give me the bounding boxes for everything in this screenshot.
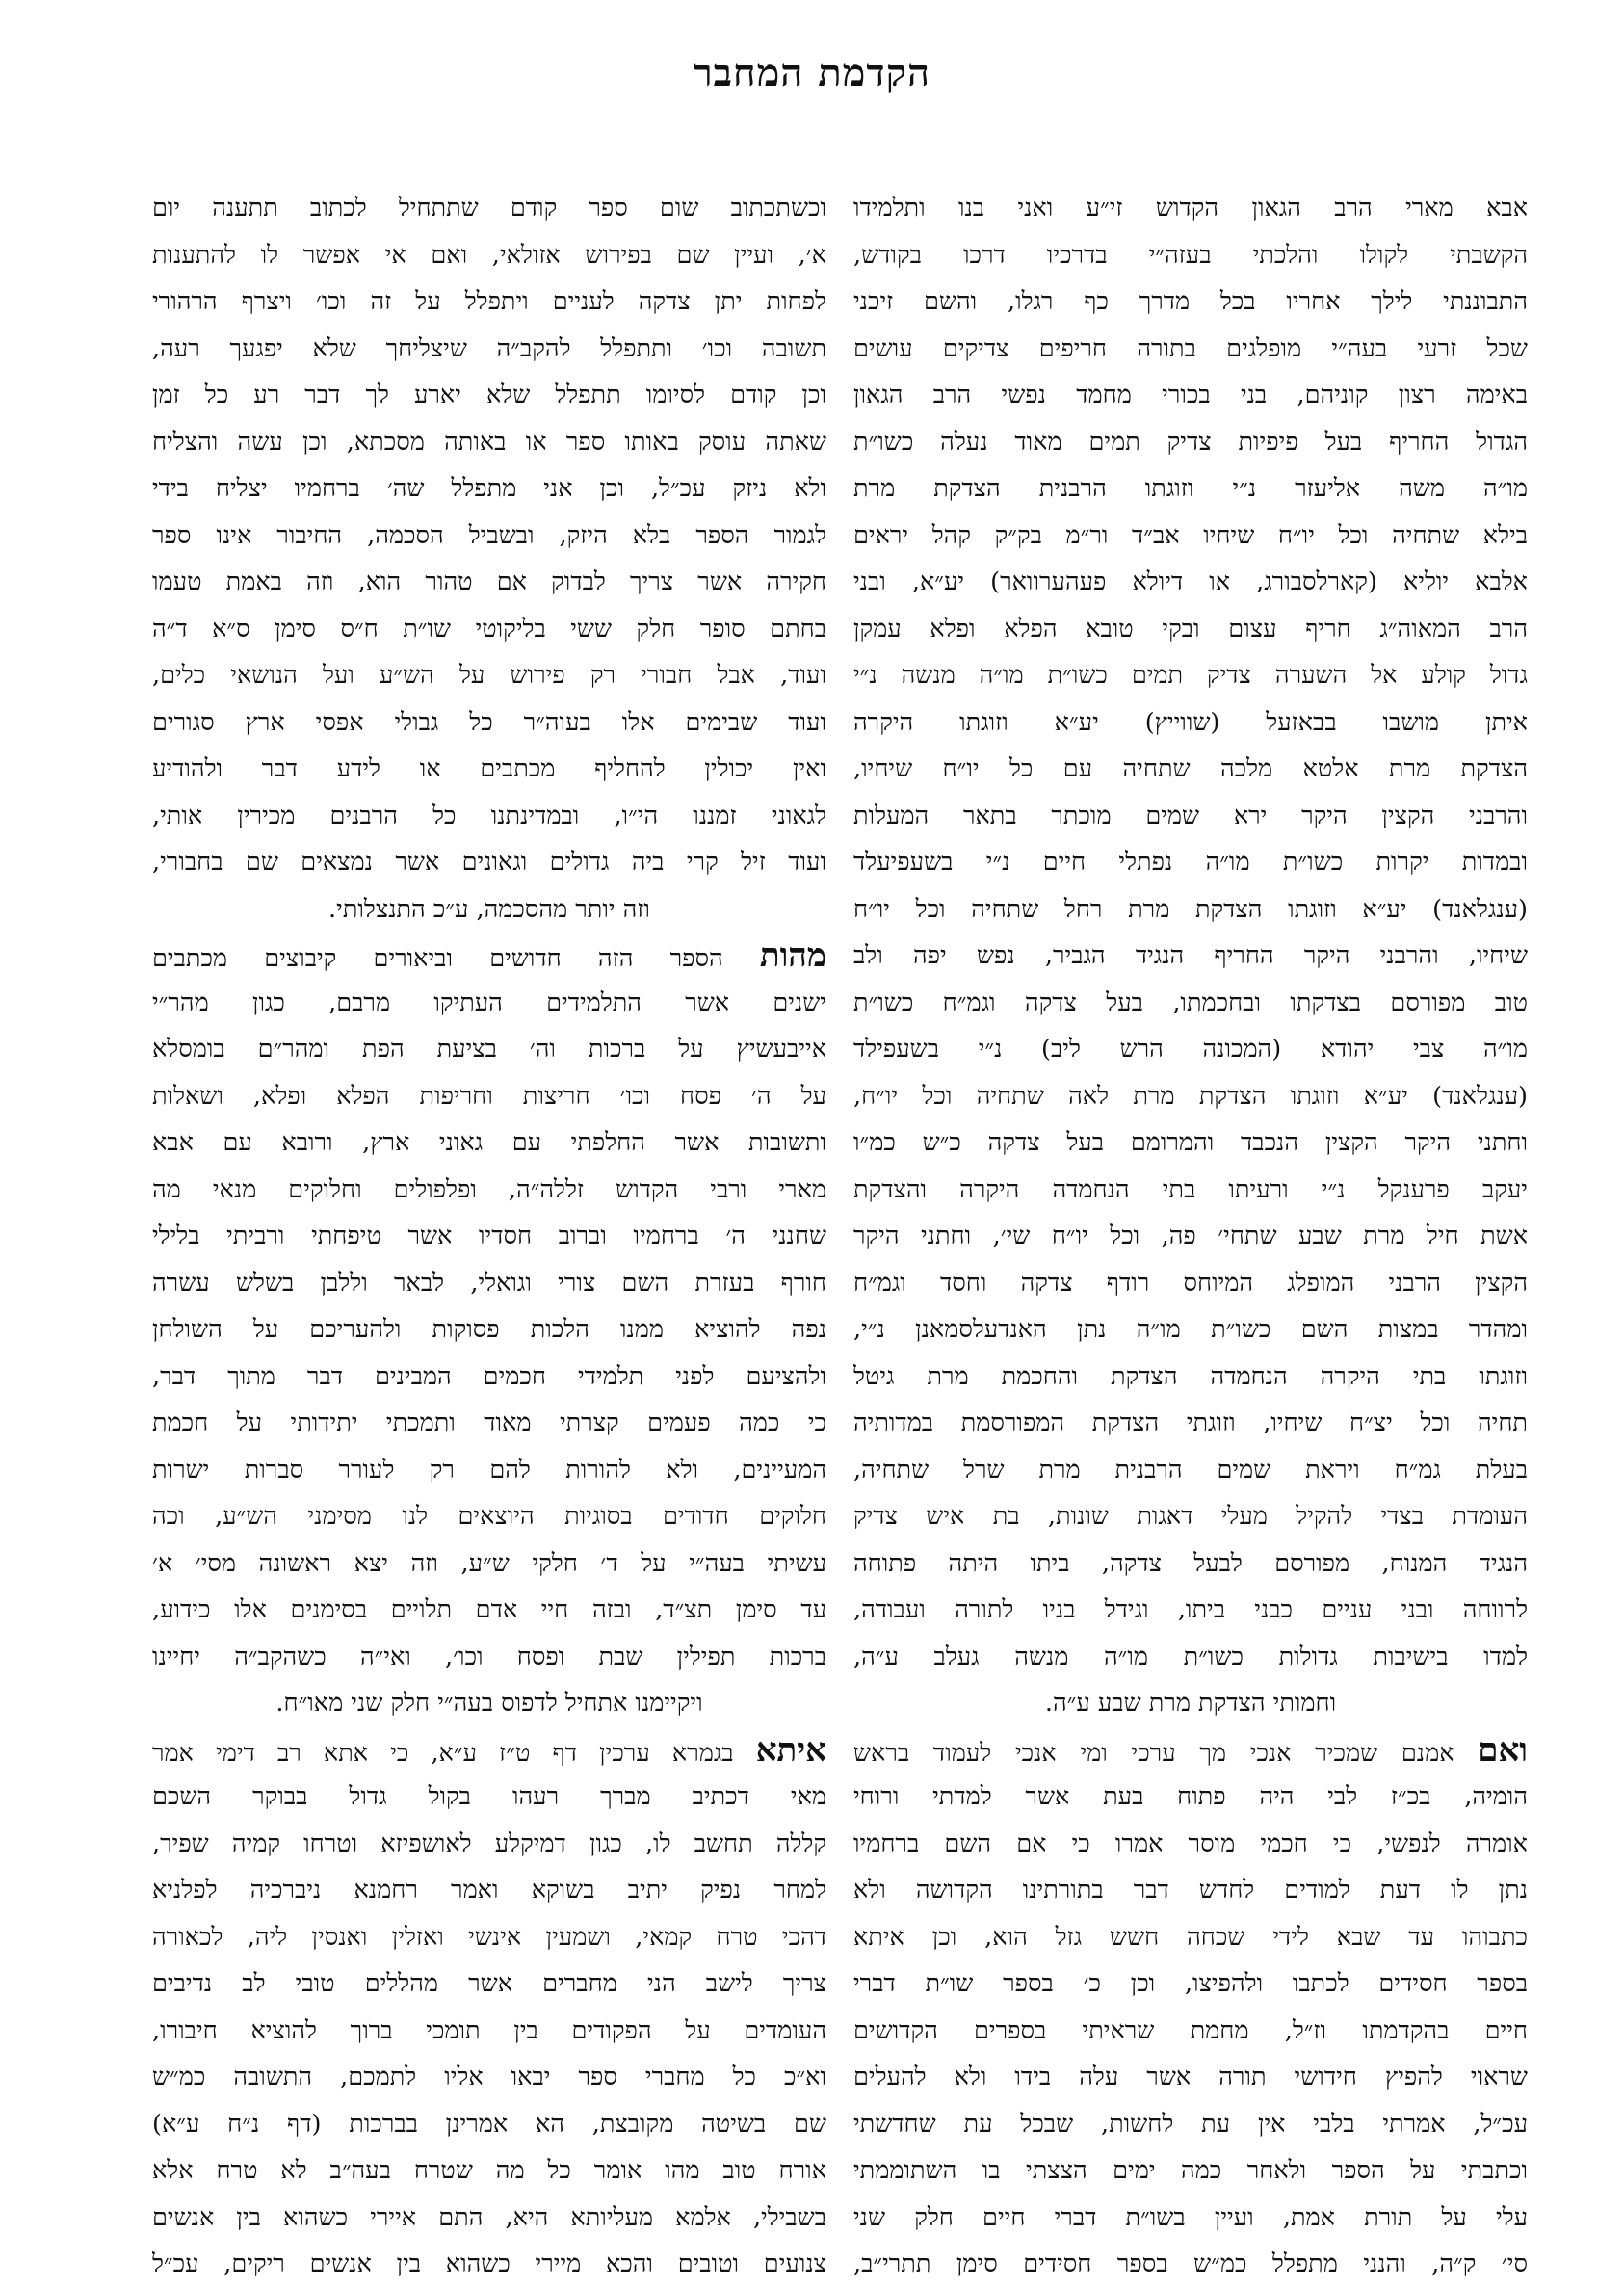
right-column-line: שכל זרעי בעה״י מופלגים בתורה חריפים צדיקים עושים [853, 333, 1528, 363]
left-column-line: אורח טוב מהו אומר כל מה שטרח בעה״ב לא טרח אלא [152, 2156, 826, 2185]
right-column-line: גדול קולע אל השערה צדיק תמים כשו״ת מו״ה מנשה נ״י [853, 661, 1528, 690]
right-column-line: הקשבתי לקולו והלכתי בעזה״י בדרכיו דרכו בקודש, [853, 240, 1528, 270]
right-column-line: בעלת גמ״ח ויראת שמים הרבנית מרת שרל שתחיה, [853, 1455, 1528, 1485]
right-column-line: אשת חיל מרת שבע שתחי׳ פה, וכל יו״ח שי׳, וחתני היקר [853, 1222, 1528, 1250]
right-column-line: לרווחה ובני עניים כבני ביתו, וגידל בניו לתורה ועבודה, [853, 1595, 1528, 1624]
left-column-line: ועוד זיל קרי ביה גדולים וגאונים אשר נמצאים שם בחבורי, [152, 848, 826, 877]
right-column-line: נתן לו דעת למודים לחדש דבר בתורתינו הקדושה ולא [853, 1876, 1528, 1905]
right-column-line: תחיה וכל יצ״ח שיחיו, וזוגתי הצדקת המפורסמת במדותיה [853, 1408, 1528, 1437]
right-column-line: מו״ה צבי יהודא (המכונה הרש ליב) נ״י בשעפילד [853, 1035, 1528, 1064]
right-column-line: למדו בישיבות גדולות כשו״ת מו״ה מנשה געלב ע״ה, [853, 1642, 1528, 1671]
right-column-line: והרבני הקצין היקר ירא שמים מוכתר בתאר המעלות [853, 801, 1528, 830]
left-column-line: בשבילי, אלמא מעליותא היא, התם איירי כשהוא בין אנשים [152, 2202, 826, 2232]
right-column-line: עכ״ל, אמרתי בלבי אין עת לחשות, שבכל עת שחדשתי [853, 2109, 1528, 2139]
right-column-line: הרב המאוה״ג חריף עצום ובקי טובא הפלא ופלא עמקן [853, 614, 1528, 644]
right-column-line: טוב מפורסם בצדקתו ובחכמתו, בעל צדקה וגמ״ח כשו״ת [853, 987, 1528, 1017]
left-column-line: מאי דכתיב מברך רעהו בקול גדול בבוקר השכם [152, 1782, 826, 1811]
left-column-line: לגאוני זמננו הי״ו, ובמדינתנו כל הרבנים מכירין אותי, [152, 801, 826, 830]
left-column-line: וכן קודם לסיומו תתפלל שלא יארע לך דבר רע כל זמן [152, 381, 826, 409]
left-column-line: ועוד שבימים אלו בעוה״ר כל גבולי אפסי ארץ סגורים [152, 707, 826, 737]
left-column-line: המעיינים, ולא להורות להם רק לעורר סברות ישרות [152, 1455, 826, 1485]
left-column-line: איתא בגמרא ערכין דף ט״ז ע״א, כי אתא רב דימי אמר [152, 1730, 826, 1770]
left-column-line: ותשובות אשר החלפתי עם גאוני ארץ, ורובא עם אבא [152, 1128, 826, 1157]
right-column-line: התבוננתי לילך אחריו בכל מדרך כף רגלו, והשם זיכני [853, 287, 1528, 316]
right-column-line: וזוגתו בתי היקרה הנחמדה הצדקת והחכמת מרת גיטל [853, 1361, 1528, 1391]
left-column-line: צנועים וטובים והכא מיירי כשהוא בין אנשים ריקים, עכ״ל [152, 2249, 826, 2278]
right-column-line: אבא מארי הרב הגאון הקדוש זי״ע ואני בנו ותלמידו [853, 194, 1528, 223]
right-column-line: שיחיו, והרבני היקר החריף הנגיד הגביר, נפש יפה ולב [853, 941, 1528, 970]
left-column-line: צריך לישב הני מחברים אשר מהללים טובי לב נדיבים [152, 1969, 826, 1998]
left-column-line: תשובה וכו׳ ותתפלל להקב״ה שיצליחך שלא יפגעך רעה, [152, 333, 826, 363]
left-column-line: חורף בעזרת השם צורי וגואלי, לבאר וללבן בשלש עשרה [152, 1268, 826, 1298]
left-column-line: ואין יכולין להחליף מכתבים או לידע דבר ולהודיע [152, 754, 826, 783]
right-column-line: שראוי להפיץ חידושי תורה אשר עלה בידו ולא להעלים [853, 2063, 1528, 2091]
right-column-line: חיים בהקדמתו וז״ל, מחמת שראיתי בספרים הקדושים [853, 2015, 1528, 2045]
left-column-line: העומדים על הפקודים בין תומכי ברוך להוציא חיבורו, [152, 2015, 826, 2045]
right-column-line: עלי על תורת אמת, ועיין בשו״ת דברי חיים חלק שני [853, 2202, 1528, 2232]
right-column-line: אומרה לנפשי, כי חכמי מוסר אמרו כי אם השם ברחמיו [853, 1828, 1528, 1858]
left-column-line: וכשתכתוב שום ספר קודם שתתחיל לכתוב תתענה יום [152, 194, 826, 223]
right-column-line: באימה רצון קוניהם, בני בכורי מחמד נפשי הרב הגאון [853, 381, 1528, 409]
left-column-line: בחתם סופר חלק ששי בליקוטי שו״ת ח״ס סימן ס״א ד״ה [152, 614, 826, 644]
left-text-column [152, 185, 826, 2288]
right-text-column [853, 185, 1528, 2288]
right-column-line: מו״ה משה אליעזר נ״י וזוגתו הרבנית הצדקת מרת [853, 474, 1528, 503]
right-column-line: (ענגלאנד) יע״א וזוגתו הצדקת מרת רחל שתחיה וכל יו״ח [853, 894, 1528, 924]
right-column-line: בספר חסידים לכתבו ולהפיצו, וכן כ׳ בספר שו״ת דברי [853, 1969, 1528, 1998]
left-column-line: מהות הספר הזה חדושים וביאורים קיבוצים מכתבים [152, 936, 826, 975]
right-column-line: כתבוהו עד שבא לידי שכחה חשש גזל הוא, וכן איתא [853, 1922, 1528, 1952]
right-column-line: וכתבתי על הספר ולאחר כמה ימים הצצתי בו השתוממתי [853, 2156, 1528, 2185]
right-column-line: הנגיד המנוח, מפורסם לבעל צדקה, ביתו היתה פתוחה [853, 1548, 1528, 1578]
left-column-line: על ה׳ פסח וכו׳ חריצות וחריפות הפלא ופלא, ושאלות [152, 1081, 826, 1111]
right-column-line: (ענגלאנד) יע״א וזוגתו הצדקת מרת לאה שתחיה וכל יו״ח, [853, 1081, 1528, 1111]
left-column-line: שם בשיטה מקובצת, הא אמרינן בברכות (דף נ״ח ע״א) [152, 2109, 826, 2139]
right-column-line: יעקב פרענקל נ״י ורעיתו בתי הנחמדה היקרה והצדקת [853, 1174, 1528, 1204]
right-column-line: ובמדות יקרות כשו״ת מו״ה נפתלי חיים נ״י בשעפיעלד [853, 848, 1528, 877]
right-column-line: הצדקת מרת אלטא מלכה שתחיה עם כל יו״ח שיחיו, [853, 754, 1528, 783]
right-column-line: הקצין הרבני המופלג המיוחס רודף צדקה וחסד וגמ״ח [853, 1268, 1528, 1298]
left-column-line: ולא ניזק עכ״ל, וכן אני מתפלל שה׳ ברחמיו יצליח בידי [152, 474, 826, 503]
left-column-line: עשיתי בעה״י על ד׳ חלקי ש״ע, וזה יצא ראשונה מסי׳ א׳ [152, 1548, 826, 1578]
left-column-line: לגמור הספר בלא היזק, ובשביל הסכמה, החיבור אינו ספר [152, 520, 826, 550]
left-column-line: אייבעשיץ על ברכות וה׳ בציעת הפת ומהר״ם בומסלא [152, 1035, 826, 1064]
left-column-line: דהכי טרח קמאי, ושמעין אינשי ואזלין ואנסין ליה, לכאורה [152, 1922, 826, 1952]
left-column-line: וזה יותר מהסכמה, ע״כ התנצלותי. [328, 894, 650, 924]
left-column-line: למחר נפיק יתיב בשוקא ואמר רחמנא ניברכיה לפלניא [152, 1876, 826, 1905]
left-column-line: כי כמה פעמים קצרתי מאוד ותמכתי יתידותי על חכמת [152, 1408, 826, 1437]
paragraph-lead-word: ואם [1478, 1730, 1528, 1770]
right-column-line: ואם אמנם שמכיר אנכי מך ערכי ומי אנכי לעמוד בראש [853, 1730, 1528, 1770]
left-column-line: חקירה אשר צריך לבדוק אם טהור הוא, וזה באמת טעמו [152, 567, 826, 596]
right-column-line: וחתני היקר הקצין הנכבד והמרומם בעל צדקה כ״ש כמ״ו [853, 1128, 1528, 1157]
left-column-line: קללה תחשב לו, כגון דמיקלע לאושפיזא וטרחו קמיה שפיר, [152, 1828, 826, 1858]
right-column-line: העומדת בצדי להקיל מעלי דאגות שונות, בת איש צדיק [853, 1502, 1528, 1531]
left-column-line: שחנני ה׳ ברחמיו וברוב חסדיו אשר טיפחתי ורביתי בלילי [152, 1222, 826, 1250]
left-column-line: א׳, ועיין שם בפירוש אזולאי, ואם אי אפשר לו להתענות [152, 240, 826, 270]
left-column-line: לפחות יתן צדקה לעניים ויתפלל על זה וכו׳ ויצרף הרהורי [152, 287, 826, 316]
page-title: הקדמת המחבר [694, 50, 930, 95]
right-column-line: סי׳ ק״ה, והנני מתפלל כמ״ש בספר חסידים סימן תתרי״ב, [853, 2249, 1528, 2278]
right-column-line: הגדול החריף בעל פיפיות צדיק תמים מאוד נעלה כשו״ת [853, 427, 1528, 457]
left-column-line: עד סימן תצ״ד, ובזה חיי אדם תלויים בסימנים אלו כידוע, [152, 1595, 826, 1624]
paragraph-lead-word: איתא [755, 1730, 826, 1770]
left-column-line: ישנים אשר התלמידים העתיקו מרבם, כגון מהר״י [152, 987, 826, 1017]
left-column-line: נפה להוציא ממנו הלכות פסוקות ולהעריכם על השולחן [152, 1315, 826, 1344]
right-column-line: אלבא יוליא (קארלסבורג, או דיולא פעהערוואר) יע״א, ובני [853, 567, 1528, 596]
right-column-line: בילא שתחיה וכל יו״ח שיחיו אב״ד ור״מ בק״ק קהל יראים [853, 520, 1528, 550]
left-column-line: ברכות תפילין שבת ופסח וכו׳, ואי״ה כשהקב״ה יחיינו [152, 1642, 826, 1671]
left-column-line: ועוד, אבל חבורי רק פירוש על הש״ע ועל הנושאי כלים, [152, 661, 826, 690]
right-column-line: וחמותי הצדקת מרת שבע ע״ה. [1044, 1689, 1337, 1718]
left-column-line: מארי ורבי הקדוש זללה״ה, ופלפולים וחלוקים מנאי מה [152, 1174, 826, 1204]
left-column-line: ולהציעם לפני תלמידי חכמים המבינים דבר מתוך דבר, [152, 1361, 826, 1391]
right-column-line: איתן מושבו בבאזעל (שווייץ) יע״א וזוגתו היקרה [853, 707, 1528, 737]
left-column-line: חלוקים חדודים בסוגיות היוצאים לנו מסימני הש״ע, וכה [152, 1502, 826, 1531]
right-column-line: ומהדר במצות השם כשו״ת מו״ה נתן האנדעלסמאנן נ״י, [853, 1315, 1528, 1344]
left-column-line: וא״כ כל מחברי ספר יבאו אליו לתמכם, התשובה כמ״ש [152, 2063, 826, 2091]
left-column-line: שאתה עוסק באותו ספר או באותה מסכתא, וכן עשה והצליח [152, 427, 826, 457]
paragraph-lead-word: מהות [759, 936, 826, 975]
right-column-line: הומיה, בכ״ז לבי היה פתוח בעת אשר למדתי ורוחי [853, 1782, 1528, 1811]
left-column-line: ויקיימנו אתחיל לדפוס בעה״י חלק שני מאו״ח. [275, 1689, 703, 1718]
